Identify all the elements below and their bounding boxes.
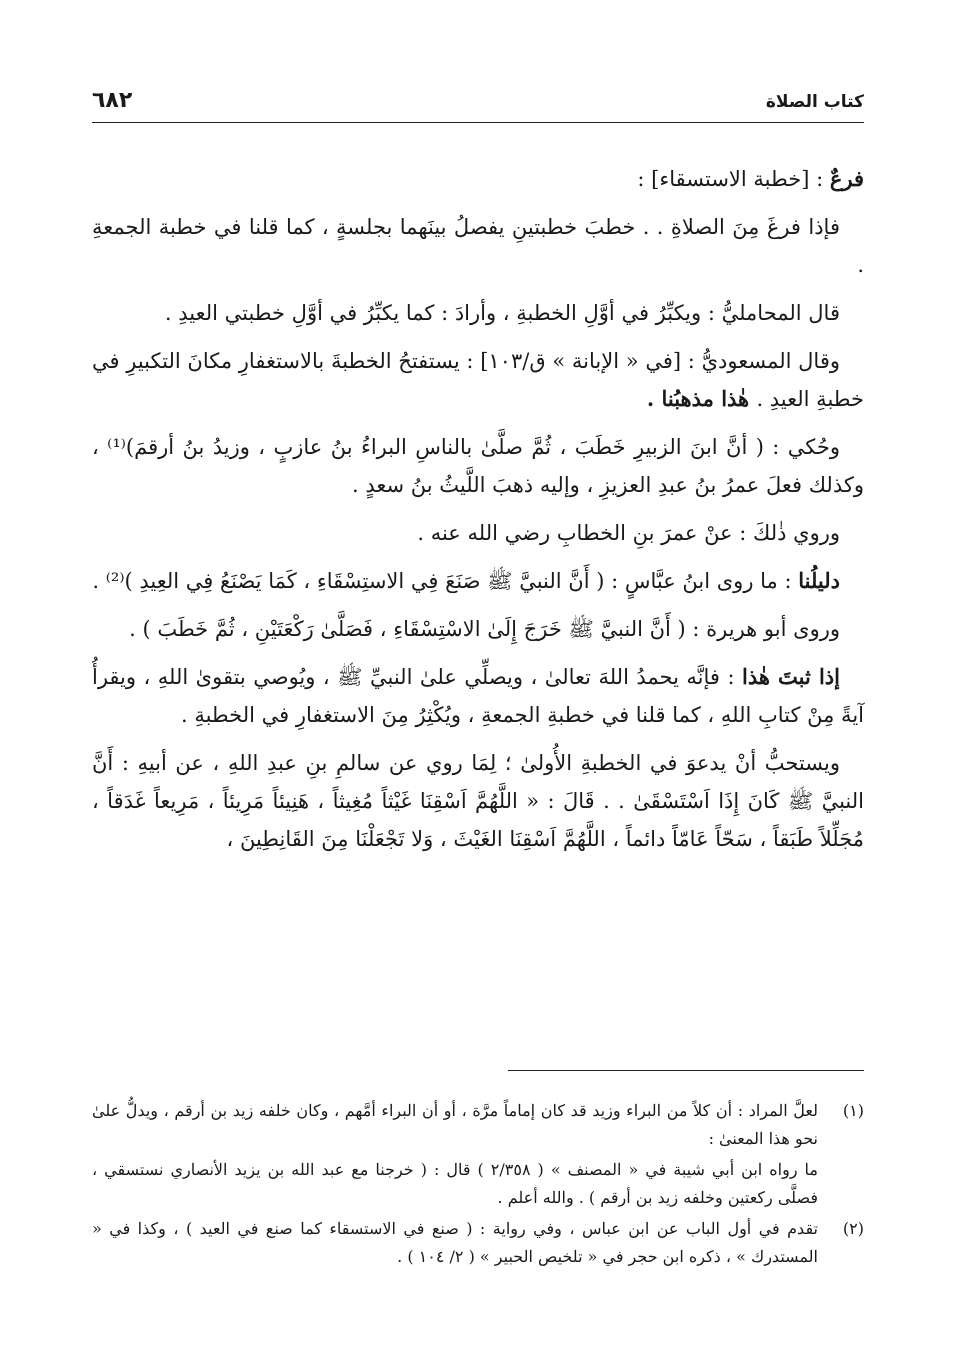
main-text xyxy=(92,160,864,868)
paragraph-3-text: وقال المسعوديُّ : [في « الإبانة » ق/١٠٣] : يستفتحُ الخطبةَ بالاستغفارِ مكانَ التكبيرِ في خطبةِ العيدِ . xyxy=(92,349,864,411)
page-header xyxy=(92,88,864,123)
footnote-1-text: لعلَّ المراد : أن كلاً من البراء وزيد قد كان إماماً مرَّة ، أو أن البراء أمَّهم ، وكان خلفه زيد بن أرقم ، ويدلُّ علىٰ نحو هذا المعنىٰ : xyxy=(92,1101,818,1148)
paragraph-3-bold: هٰذا مذهبُنا . xyxy=(646,386,757,411)
paragraph-6 xyxy=(92,562,864,600)
paragraph-5: وروي ذٰلكَ : عنْ عمرَ بنِ الخطابِ رضي الله عنه . xyxy=(417,521,840,545)
paragraph-8-bold: إذا ثبتَ هٰذا xyxy=(742,664,840,689)
section-heading xyxy=(92,160,864,198)
paragraph-1: فإذا فرغَ مِنَ الصلاةِ . . خطبَ خطبتينِ يفصلُ بينَهما بجلسةٍ ، كما قلنا في خطبة الجمعةِ . xyxy=(92,215,864,277)
paragraph-8-text: : فإنَّه يحمدُ اللهَ تعالىٰ ، ويصلِّي علىٰ النبيِّ ﷺ ، ويُوصي بتقوىٰ اللهِ ، ويقرأُ آيةً مِنْ كتابِ اللهِ ، كما قلنا في خطبةِ الجمعةِ ، ويُكْثِرُ مِنَ الاستغفارِ في الخطبةِ . xyxy=(92,665,864,727)
footnote-2-number: (٢) xyxy=(842,1219,864,1238)
paragraph-7: وروى أبو هريرة : ( أَنَّ النبيَّ ﷺ خَرَجَ إِلَىٰ الاسْتِسْقَاءِ ، فَصَلَّىٰ رَكْعَتَيْنِ ، ثُمَّ خَطَبَ ) . xyxy=(129,617,840,641)
paragraph-4: وحُكي : ( أنَّ ابنَ الزبيرِ خَطَبَ ، ثُمَّ صلَّىٰ بالناسِ البراءُ بنُ عازبٍ ، وزيدُ بنُ أرقمَ)⁽¹⁾ ، وكذلك فعلَ عمرُ بنُ عبدِ العزيزِ ، وإليه ذهبَ اللَّيثُ بنُ سعدٍ . xyxy=(92,435,864,497)
paragraph-6-bold: دليلُنا xyxy=(798,568,840,593)
page-number: ٦٨٢ xyxy=(92,88,133,113)
heading-title: : [خطبة الاستسقاء] : xyxy=(637,167,830,191)
footnote-1 xyxy=(92,1097,864,1153)
footnote-2 xyxy=(92,1215,864,1271)
footnote-2-text: تقدم في أول الباب عن ابن عباس ، وفي رواية : ( صنع في الاستسقاء كما صنع في العيد ) ، وكذا في « المستدرك » ، ذكره ابن حجر في « تلخيص الحبير » ( ٢/ ١٠٤ ) . xyxy=(92,1219,818,1266)
paragraph-9: ويستحبُّ أنْ يدعوَ في الخطبةِ الأُولىٰ ؛ لِمَا روي عن سالمِ بنِ عبدِ اللهِ ، عن أبيهِ : أَنَّ النبيَّ ﷺ كَانَ إِذَا اَسْتَسْقَىٰ . . قَالَ : « اللَّهُمَّ اَسْقِنَا غَيْثاً مُغِيثاً ، هَنِيئاً مَرِيئاً ، مَرِيعاً غَدَقاً ، مُجَلِّلاً طَبَقاً ، سَحّاً عَامّاً دائماً ، اللَّهُمَّ اَسْقِنَا الغَيْثَ ، وَلا تَجْعَلْنَا مِنَ القَانِطِينَ ، xyxy=(92,751,864,851)
paragraph-6-text: : ما روى ابنُ عبَّاسٍ : ( أَنَّ النبيَّ ﷺ صَنَعَ فِي الاستِسْقَاءِ ، كَمَا يَصْنَعُ فِي العِيدِ )⁽²⁾ . xyxy=(92,569,799,593)
paragraph-8 xyxy=(92,658,864,734)
footnotes xyxy=(92,1097,864,1274)
heading-label: فرعٌ xyxy=(829,166,864,191)
footnote-1-number: (١) xyxy=(842,1101,864,1120)
footnote-separator xyxy=(508,1070,864,1071)
footnote-1-continuation: ما رواه ابن أبي شيبة في « المصنف » ( ٢/٣٥٨ ) قال : ( خرجنا مع عبد الله بن يزيد الأنصاري نستسقي ، فصلَّى ركعتين وخلفه زيد بن أرقم ) . والله أعلم . xyxy=(92,1160,818,1207)
running-title: كتاب الصلاة xyxy=(765,92,864,112)
paragraph-2: قال المحامليُّ : ويكبِّرُ في أوَّلِ الخطبةِ ، وأرادَ : كما يكبِّرُ في أوَّلِ خطبتي العيدِ . xyxy=(164,301,840,325)
paragraph-3 xyxy=(92,342,864,418)
